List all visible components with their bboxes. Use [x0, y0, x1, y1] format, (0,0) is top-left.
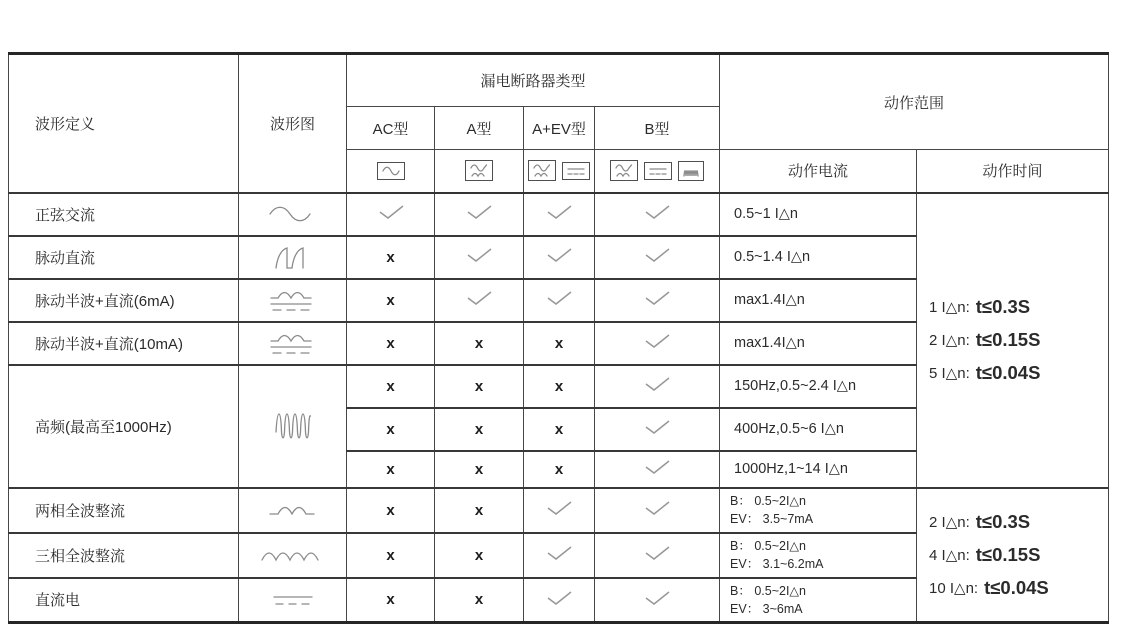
x-mark-cell-ac — [347, 365, 435, 408]
halfwave-dc-waveform-icon — [239, 322, 347, 365]
action-current-cell — [720, 236, 917, 279]
action-current-cell — [720, 578, 917, 623]
action-time-line — [929, 538, 1108, 571]
header-breaker-type-group: 漏电断路器类型 — [347, 54, 720, 107]
action-time-line — [929, 291, 1108, 324]
check-mark-cell-b — [595, 451, 720, 488]
x-mark-cell-ac — [347, 488, 435, 533]
action-time-line — [929, 505, 1108, 538]
x-mark-cell-a — [435, 322, 524, 365]
action-current-cell — [720, 451, 917, 488]
action-current-text: B： 0.5~2I△n — [730, 493, 806, 508]
action-current-cell — [720, 408, 917, 451]
action-time-cell-1 — [917, 193, 1109, 488]
x-mark: x — [474, 501, 484, 519]
row-label: 高频(最高至1000Hz) — [9, 365, 239, 488]
check-mark-cell-b — [595, 365, 720, 408]
check-mark-cell-a — [435, 236, 524, 279]
x-mark: x — [386, 334, 395, 352]
x-mark-cell-a-ev — [524, 408, 595, 451]
type-col-a-ev: A+EV型 — [524, 107, 595, 150]
fullwave-3ph-waveform-icon — [239, 533, 347, 578]
ac-wave-icon — [377, 162, 405, 180]
x-mark: x — [386, 291, 395, 309]
x-mark-cell-ac — [347, 578, 435, 623]
x-mark-cell-ac — [347, 533, 435, 578]
header-action-time: 动作时间 — [917, 150, 1109, 193]
x-mark: x — [474, 420, 484, 438]
x-mark-cell-a — [435, 578, 524, 623]
row-label: 直流电 — [9, 578, 239, 623]
row-label: 两相全波整流 — [9, 488, 239, 533]
x-mark: x — [474, 591, 484, 609]
x-mark-cell-ac — [347, 408, 435, 451]
action-current-cell — [720, 322, 917, 365]
time-limit-value: t≤0.3S — [975, 296, 1031, 317]
type-icon-cell-a — [435, 150, 524, 193]
header-waveform-definition: 波形定义 — [9, 54, 239, 193]
action-current-cell — [720, 533, 917, 578]
type-icon-cell-b — [595, 150, 720, 193]
x-mark: x — [554, 334, 564, 352]
action-current-text: max1.4I△n — [734, 292, 805, 308]
action-current-cell — [720, 488, 917, 533]
halfwave-dc-waveform-icon — [239, 279, 347, 322]
action-current-cell — [720, 193, 917, 236]
time-threshold-label: 5 I△n: — [929, 365, 970, 382]
type-col-b: B型 — [595, 107, 720, 150]
dc-dash-icon — [644, 162, 672, 180]
time-threshold-label: 1 I△n: — [929, 299, 970, 316]
x-mark: x — [474, 460, 484, 478]
dc-dash-icon — [562, 162, 590, 180]
row-label: 脉动直流 — [9, 236, 239, 279]
time-threshold-label: 4 I△n: — [929, 546, 970, 564]
check-mark-cell-b — [595, 488, 720, 533]
x-mark: x — [554, 377, 564, 395]
check-mark-cell-b — [595, 193, 720, 236]
check-mark-cell-b — [595, 322, 720, 365]
type-icon-cell-ac — [347, 150, 435, 193]
check-mark-cell-b — [595, 578, 720, 623]
x-mark-cell-ac — [347, 322, 435, 365]
action-current-text: EV： 3.5~7mA — [730, 512, 814, 526]
check-mark-cell-a-ev — [524, 488, 595, 533]
action-current-text: 0.5~1.4 I△n — [734, 249, 811, 265]
check-mark-cell-b — [595, 236, 720, 279]
time-limit-value: t≤0.3S — [975, 510, 1031, 532]
x-mark: x — [386, 248, 395, 266]
time-limit-value: t≤0.04S — [984, 576, 1049, 598]
x-mark: x — [554, 460, 564, 478]
x-mark: x — [474, 377, 484, 395]
a-wave-icon — [610, 160, 638, 181]
sine-waveform-icon — [239, 193, 347, 236]
time-limit-value: t≤0.15S — [975, 543, 1041, 565]
check-mark-cell-b — [595, 533, 720, 578]
x-mark-cell-a — [435, 451, 524, 488]
breaker-type-table — [8, 52, 1109, 624]
check-mark-cell-a — [435, 279, 524, 322]
header-action-range-group: 动作范围 — [720, 54, 1109, 150]
row-label: 正弦交流 — [9, 193, 239, 236]
time-threshold-label: 2 I△n: — [929, 332, 970, 349]
check-mark-cell-a-ev — [524, 193, 595, 236]
a-wave-icon — [528, 160, 556, 181]
x-mark-cell-a — [435, 488, 524, 533]
time-threshold-label: 10 I△n: — [929, 579, 979, 597]
x-mark-cell-ac — [347, 236, 435, 279]
x-mark-cell-a-ev — [524, 365, 595, 408]
x-mark-cell-a — [435, 408, 524, 451]
dc-waveform-icon — [239, 578, 347, 623]
check-mark-cell-b — [595, 408, 720, 451]
check-mark-cell-b — [595, 279, 720, 322]
check-mark-cell-a-ev — [524, 236, 595, 279]
header-action-current: 动作电流 — [720, 150, 917, 193]
action-current-text: max1.4I△n — [734, 335, 805, 351]
table-row — [9, 488, 1109, 533]
x-mark-cell-a — [435, 365, 524, 408]
check-mark-cell-a — [435, 193, 524, 236]
row-label: 脉动半波+直流(6mA) — [9, 279, 239, 322]
check-mark-cell-a-ev — [524, 578, 595, 623]
check-mark-cell-a-ev — [524, 279, 595, 322]
hf-wave-icon — [678, 161, 704, 181]
action-current-text: B： 0.5~2I△n — [730, 538, 806, 553]
x-mark: x — [386, 591, 395, 609]
pulsed-dc-waveform-icon — [239, 236, 347, 279]
x-mark: x — [386, 501, 395, 519]
action-current-text: 0.5~1 I△n — [734, 206, 798, 222]
x-mark: x — [554, 420, 564, 438]
x-mark: x — [386, 377, 395, 395]
time-threshold-label: 2 I△n: — [929, 513, 970, 531]
x-mark-cell-a-ev — [524, 451, 595, 488]
action-time-line — [929, 357, 1108, 390]
x-mark: x — [386, 420, 395, 438]
fullwave-2ph-waveform-icon — [239, 488, 347, 533]
action-current-cell — [720, 279, 917, 322]
check-mark-cell-a-ev — [524, 533, 595, 578]
type-icon-cell-a-ev — [524, 150, 595, 193]
header-waveform-diagram: 波形图 — [239, 54, 347, 193]
x-mark-cell-a — [435, 533, 524, 578]
action-current-text: EV： 3.1~6.2mA — [730, 557, 824, 571]
type-col-ac: AC型 — [347, 107, 435, 150]
x-mark: x — [386, 460, 395, 478]
a-wave-icon — [465, 160, 493, 181]
action-current-text: EV： 3~6mA — [730, 601, 803, 616]
x-mark-cell-ac — [347, 279, 435, 322]
type-col-a: A型 — [435, 107, 524, 150]
time-limit-value: t≤0.04S — [975, 362, 1041, 383]
action-time-cell-2 — [917, 488, 1109, 623]
row-label: 三相全波整流 — [9, 533, 239, 578]
table-row — [9, 193, 1109, 236]
row-label: 脉动半波+直流(10mA) — [9, 322, 239, 365]
action-current-cell — [720, 365, 917, 408]
x-mark: x — [386, 546, 395, 564]
action-current-text: B： 0.5~2I△n — [730, 583, 806, 598]
x-mark-cell-a-ev — [524, 322, 595, 365]
action-time-line — [929, 571, 1108, 604]
x-mark: x — [474, 334, 484, 352]
check-mark-cell-ac — [347, 193, 435, 236]
action-current-text: 150Hz,0.5~2.4 I△n — [734, 378, 857, 394]
highfreq-waveform-icon — [239, 365, 347, 488]
action-current-text: 1000Hz,1~14 I△n — [734, 461, 848, 477]
x-mark-cell-ac — [347, 451, 435, 488]
action-current-text: 400Hz,0.5~6 I△n — [734, 421, 844, 437]
x-mark: x — [474, 546, 484, 564]
time-limit-value: t≤0.15S — [975, 329, 1041, 350]
action-time-line — [929, 324, 1108, 357]
